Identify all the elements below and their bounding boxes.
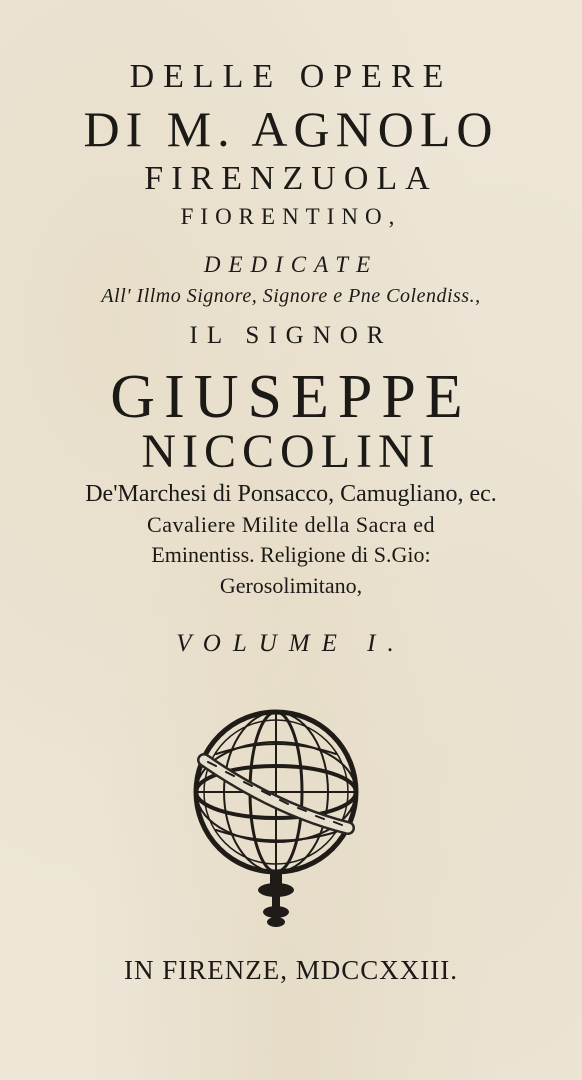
dedicatee-line-4: Gerosolimitano, <box>219 573 363 598</box>
dedicatee-surname: NICCOLINI <box>141 425 441 478</box>
dedicatee-line-2: Cavaliere Milite della Sacra ed <box>147 512 435 537</box>
dedication-honorific: All' Illmo Signore, Signore e Pne Colendiss., <box>101 285 481 307</box>
imprint: IN FIRENZE, MDCCXXIII. <box>124 955 458 985</box>
heading-author-name: DI M. AGNOLO <box>83 101 499 157</box>
heading-delle-opere: DELLE OPERE <box>129 58 453 95</box>
volume-label: VOLUME I. <box>176 630 406 657</box>
dedicatee-line-1: De'Marchesi di Ponsacco, Camugliano, ec. <box>85 481 497 507</box>
armillary-sphere-icon <box>186 700 366 930</box>
dedicatee-title: IL SIGNOR <box>189 322 393 349</box>
heading-surname: FIRENZUOLA <box>144 160 438 197</box>
dedicatee-first-name: GIUSEPPE <box>110 363 472 431</box>
dedication-label: DEDICATE <box>203 252 379 277</box>
dedicatee-line-3: Eminentiss. Religione di S.Gio: <box>151 542 431 567</box>
heading-origin: FIORENTINO, <box>180 204 402 229</box>
